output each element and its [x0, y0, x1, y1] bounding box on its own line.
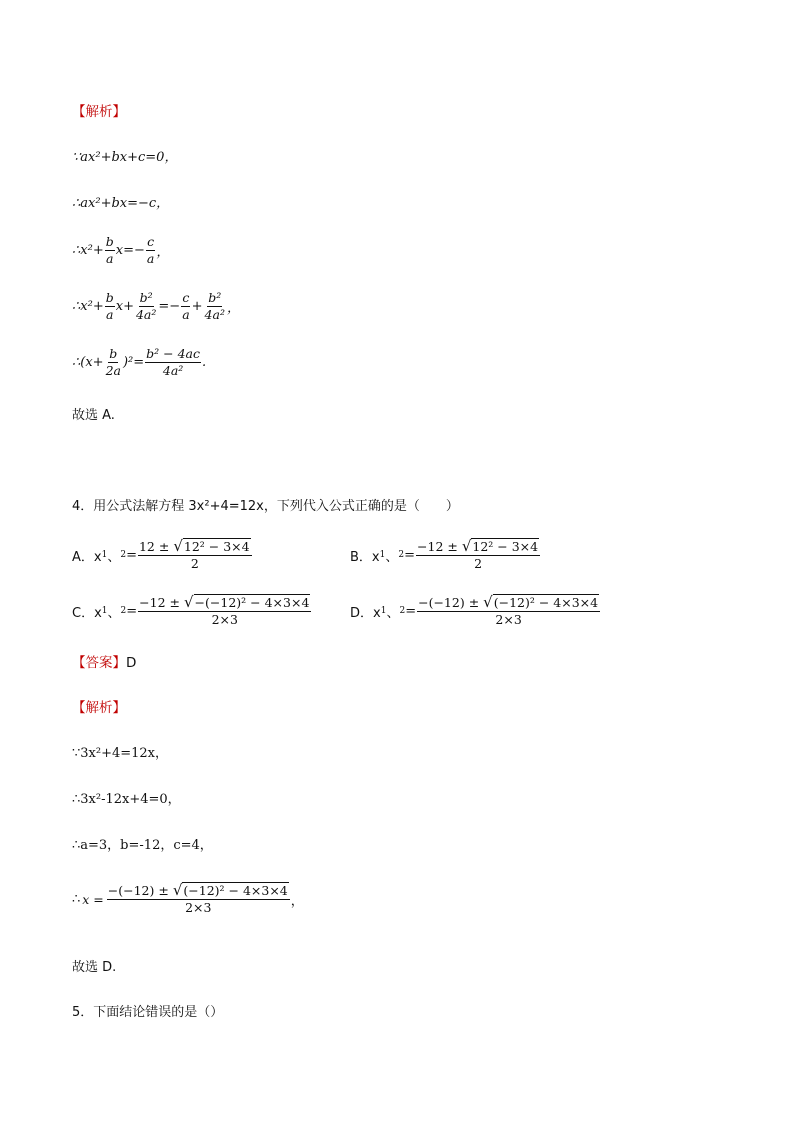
numerator [138, 594, 311, 612]
step-move-constant: ∴ax²+bx=−c， [72, 196, 170, 211]
numerator: c [182, 290, 190, 305]
fraction [138, 538, 252, 572]
text: x=− [115, 243, 145, 258]
radical: √−(−12)² − 4×3×4 [183, 593, 310, 611]
step-standard-form: ∴3x²-12x+4=0， [72, 792, 181, 807]
text: −(−12) ± [418, 595, 480, 610]
answer-tag: 【答案】 [72, 655, 126, 671]
denominator: 2×3 [185, 900, 212, 915]
text: x+ [115, 299, 134, 314]
option-a[interactable] [72, 538, 253, 572]
text: . [202, 355, 207, 370]
subscript: 2 [399, 606, 406, 616]
denominator: 4a² [162, 363, 184, 378]
subscript: 1 [379, 550, 386, 560]
step-given-equation: ∵ax²+bx+c=0， [72, 150, 178, 165]
radicand: −(−12)² − 4×3×4 [194, 595, 310, 610]
option-b[interactable] [350, 538, 541, 572]
numerator: b [105, 290, 114, 305]
text: −12 ± [139, 595, 180, 610]
step-complete-square [72, 290, 240, 323]
text: ∴(x+ [72, 355, 104, 370]
fraction [146, 234, 155, 267]
subscript: 1 [380, 606, 387, 616]
answer [72, 651, 136, 671]
conclusion: 故选 D. [72, 960, 117, 975]
question-stem: 4．用公式法解方程 3x²+4=12x，下列代入公式正确的是（ ） [72, 499, 459, 514]
step-square-form [72, 346, 206, 379]
fraction [145, 346, 201, 379]
denominator: 2a [105, 363, 121, 378]
option-label: D．x [350, 605, 381, 621]
subscript: 1 [101, 550, 108, 560]
radical: √12² − 3×4 [461, 537, 539, 555]
question-stem: 5．下面结论错误的是（） [72, 1005, 224, 1020]
fraction [417, 594, 600, 628]
numerator: c [147, 234, 155, 249]
text: −(−12) ± [107, 883, 169, 898]
step-given-equation: ∵3x²+4=12x， [72, 746, 169, 761]
numerator: b² [139, 290, 153, 305]
denominator: 4a² [204, 307, 225, 322]
option-c[interactable] [72, 594, 312, 628]
text: ， [226, 301, 240, 316]
text: ∴x²+ [72, 243, 104, 258]
equals: = [126, 547, 137, 563]
equals: = [126, 603, 138, 619]
text: 12 ± [138, 539, 170, 554]
numerator [107, 882, 290, 900]
numerator: b² [208, 290, 222, 305]
radicand: (−12)² − 4×3×4 [493, 595, 599, 610]
variable-x: x = [82, 891, 104, 907]
answer-value: D [126, 655, 137, 671]
radical: √12² − 3×4 [173, 537, 250, 555]
analysis-tag: 【解析】 [72, 104, 126, 120]
option-d[interactable] [350, 594, 601, 628]
text: + [191, 299, 203, 314]
fraction [107, 882, 290, 916]
text: ∴ [72, 891, 81, 907]
step-quadratic-formula [72, 882, 304, 916]
subscript: 2 [120, 606, 127, 616]
numerator [138, 538, 252, 556]
subscript: 1 [101, 606, 108, 616]
text: )²= [122, 355, 145, 370]
radicand: 12² − 3×4 [472, 539, 539, 554]
denominator: a [146, 251, 155, 266]
text: ∴x²+ [72, 299, 104, 314]
option-label: B．x [350, 549, 380, 565]
text: ， [290, 893, 304, 909]
option-label: A．x [72, 549, 102, 565]
denominator: 2×3 [211, 612, 238, 627]
separator: 、 [107, 605, 121, 621]
text: =− [158, 299, 181, 314]
separator: 、 [107, 549, 121, 565]
separator: 、 [385, 549, 399, 565]
fraction [416, 538, 540, 572]
separator: 、 [386, 605, 400, 621]
fraction [105, 346, 122, 379]
denominator: 2 [190, 556, 199, 571]
numerator: b² − 4ac [146, 346, 201, 361]
denominator: 4a² [135, 307, 157, 322]
step-divide-by-a [72, 234, 169, 267]
radicand: 12² − 3×4 [183, 539, 250, 554]
analysis-tag: 【解析】 [72, 700, 126, 716]
denominator: 2×3 [495, 612, 522, 627]
numerator [416, 538, 540, 556]
fraction [105, 290, 115, 323]
subscript: 2 [398, 550, 405, 560]
text: ， [156, 245, 170, 260]
fraction [135, 290, 157, 323]
numerator [417, 594, 600, 612]
denominator: a [182, 307, 190, 322]
equals: = [404, 547, 416, 563]
denominator: 2 [474, 556, 483, 571]
subscript: 2 [120, 550, 127, 560]
step-coefficients: ∴a=3，b=-12，c=4， [72, 838, 213, 853]
option-label: C．x [72, 605, 102, 621]
text: −12 ± [417, 539, 458, 554]
denominator: a [106, 251, 114, 266]
fraction [138, 594, 311, 628]
radical: √(−12)² − 4×3×4 [172, 881, 288, 899]
denominator: a [106, 307, 114, 322]
fraction [204, 290, 226, 323]
equals: = [405, 603, 417, 619]
conclusion: 故选 A. [72, 408, 115, 423]
radicand: (−12)² − 4×3×4 [183, 883, 288, 898]
radical: √(−12)² − 4×3×4 [483, 593, 599, 611]
fraction [105, 234, 115, 267]
numerator: b [105, 234, 114, 249]
numerator: b [109, 346, 118, 361]
fraction [181, 290, 190, 323]
